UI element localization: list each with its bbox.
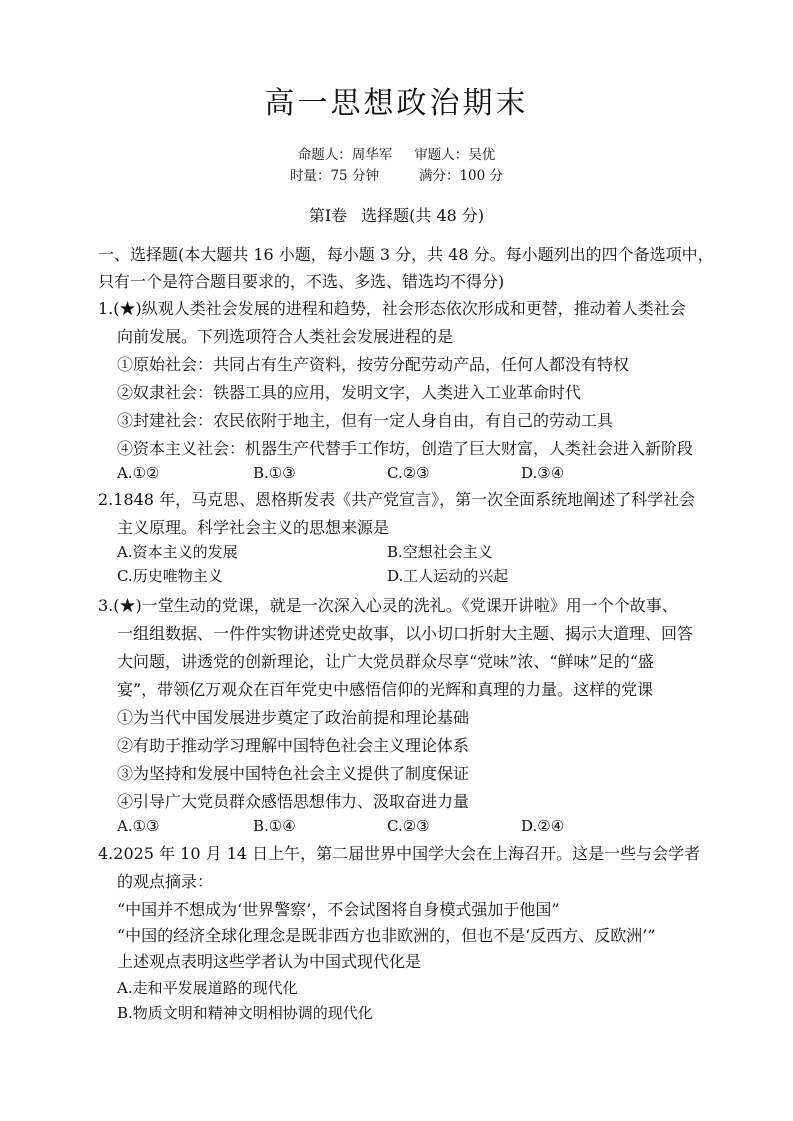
q2-option-d[interactable]: D.工人运动的兴起 [387, 567, 509, 585]
q2-stem-line-1: 2.1848 年，马克思、恩格斯发表《共产党宣言》，第一次全面系统地阐述了科学社会 [98, 490, 696, 509]
q3-item-3: ③为坚持和发展中国特色社会主义提供了制度保证 [117, 764, 470, 783]
q1-item-1: ①原始社会：共同占有生产资料，按劳分配劳动产品，任何人都没有特权 [117, 355, 630, 374]
q3-option-d[interactable]: D.②④ [521, 817, 565, 835]
q3-option-a[interactable]: A.①③ [117, 817, 160, 835]
q1-item-2: ②奴隶社会：铁器工具的应用，发明文字，人类进入工业革命时代 [117, 383, 582, 402]
q1-item-3: ③封建社会：农民依附于地主，但有一定人身自由，有自己的劳动工具 [117, 411, 614, 430]
q2-option-a[interactable]: A.资本主义的发展 [117, 543, 238, 561]
q1-stem-line-1: 1.(★)纵观人类社会发展的进程和趋势，社会形态依次形成和更替，推动着人类社会 [98, 299, 686, 318]
q4-option-a[interactable]: A.走和平发展道路的现代化 [117, 979, 298, 997]
q3-stem-line-1: 3.(★)一堂生动的党课，就是一次深入心灵的洗礼。《党课开讲啦》用一个个故事、 [98, 596, 678, 615]
q3-item-2: ②有助于推动学习理解中国特色社会主义理论体系 [117, 736, 470, 755]
q3-item-4: ④引导广大党员群众感悟思想伟力、汲取奋进力量 [117, 792, 470, 811]
section-heading [0, 203, 793, 226]
q4-option-b[interactable]: B.物质文明和精神文明相协调的现代化 [117, 1004, 373, 1022]
author-label: 命题人：周华军 [297, 147, 393, 163]
q3-stem-line-2: 一组组数据、一件件实物讲述党史故事，以小切口折射大主题、揭示大道理、回答 [117, 624, 694, 643]
q3-stem-line-4: 宴”，带领亿万观众在百年党史中感悟信仰的光辉和真理的力量。这样的党课 [117, 680, 654, 699]
q1-option-a[interactable]: A.①② [117, 464, 160, 482]
time-score-line [0, 164, 793, 184]
q4-stem-line-1: 4.2025 年 10 月 14 日上午，第二届世界中国学大会在上海召开。这是一些与会学者 [98, 844, 701, 863]
q4-quote-1: “中国并不想成为‘世界警察’，不会试图将自身模式强加于他国” [117, 900, 560, 919]
q2-option-b[interactable]: B.空想社会主义 [387, 543, 493, 561]
part-label: 第Ⅰ卷 [308, 206, 348, 225]
time-label: 时量：75 分钟 [289, 168, 379, 184]
q1-stem-line-2: 向前发展。下列选项符合人类社会发展进程的是 [117, 327, 454, 346]
part-title: 选择题(共 48 分) [361, 206, 485, 225]
instructions-line-2: 只有一个是符合题目要求的，不选、多选、错选均不得分) [98, 272, 505, 291]
instructions-line-1: 一、选择题(本大题共 16 小题，每小题 3 分，共 48 分。每小题列出的四个备选项中， [98, 245, 714, 264]
q4-stem-line-2: 的观点摘录： [117, 872, 214, 891]
q3-item-1: ①为当代中国发展进步奠定了政治前提和理论基础 [117, 708, 470, 727]
author-line [0, 143, 793, 163]
q1-option-b[interactable]: B.①③ [253, 464, 296, 482]
q2-stem-line-2: 主义原理。科学社会主义的思想来源是 [117, 518, 390, 537]
score-label: 满分：100 分 [418, 168, 504, 184]
reviewer-label: 审题人：吴优 [414, 147, 496, 163]
q3-stem-line-3: 大问题，讲透党的创新理论，让广大党员群众尽享“党味”浓、“鲜味”足的“盛 [117, 652, 654, 671]
page-title: 高一思想政治期末 [264, 86, 529, 121]
q2-option-c[interactable]: C.历史唯物主义 [117, 567, 223, 585]
q1-option-d[interactable]: D.③④ [521, 464, 565, 482]
q1-option-c[interactable]: C.②③ [387, 464, 430, 482]
q3-option-b[interactable]: B.①④ [253, 817, 296, 835]
q4-stem-line-3: 上述观点表明这些学者认为中国式现代化是 [117, 952, 422, 971]
q3-option-c[interactable]: C.②③ [387, 817, 430, 835]
q4-quote-2: “中国的经济全球化理念是既非西方也非欧洲的，但也不是‘反西方、反欧洲’” [117, 926, 656, 945]
q1-item-4: ④资本主义社会：机器生产代替手工作坊，创造了巨大财富，人类社会进入新阶段 [117, 439, 694, 458]
